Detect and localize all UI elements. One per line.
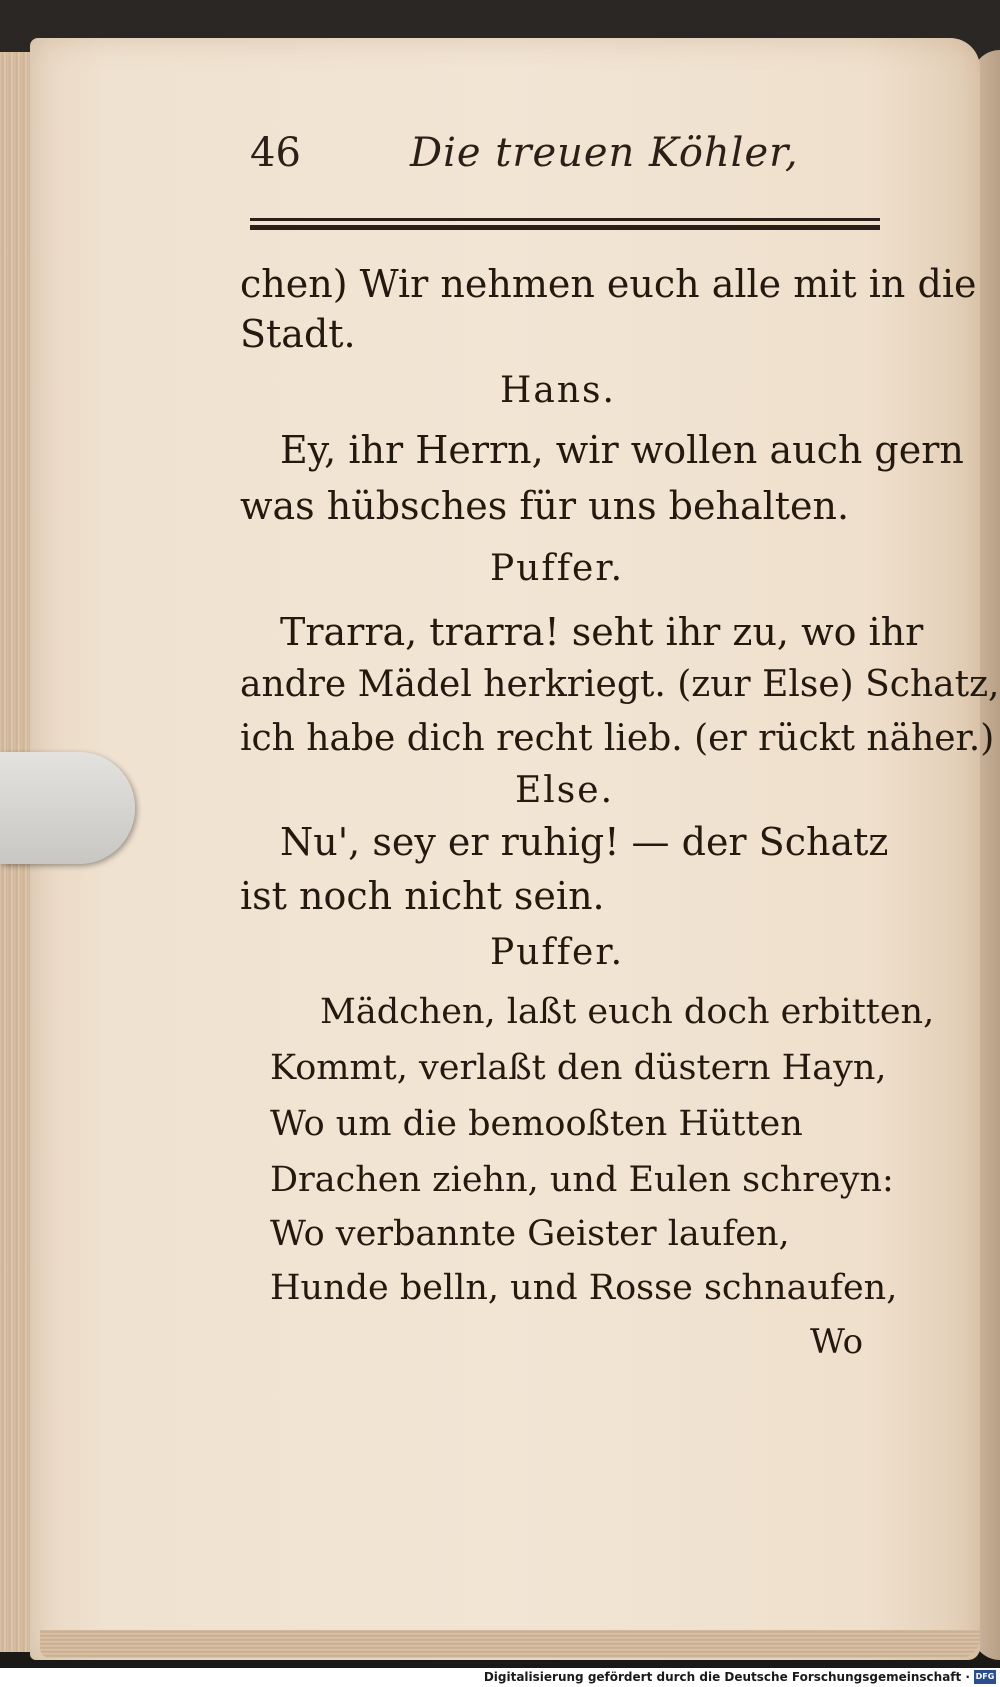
text-line: Trarra, trarra! seht ihr zu, wo ihr <box>280 610 924 654</box>
page-number: 46 <box>250 130 301 176</box>
header-rule <box>250 218 880 230</box>
verse-line: Wo verbannte Geister laufen, <box>270 1214 790 1254</box>
running-title: Die treuen Köhler, <box>410 130 799 176</box>
speaker-name: Hans. <box>500 370 616 411</box>
text-line: was hübsches für uns behalten. <box>240 484 850 528</box>
verse-line: Kommt, verlaßt den düstern Hayn, <box>270 1048 887 1088</box>
text-line: andre Mädel herkriegt. (zur Else) Schatz, <box>240 664 1000 705</box>
text-line: chen) Wir nehmen euch alle mit in die <box>240 262 977 306</box>
text-line: Stadt. <box>240 312 356 356</box>
text-line: ich habe dich recht lieb. (er rückt näher.) <box>240 718 995 759</box>
text-line: ist noch nicht sein. <box>240 874 605 918</box>
verse-line: Wo um die bemooßten Hütten <box>270 1104 803 1144</box>
page-edges-bottom <box>40 1630 980 1658</box>
speaker-name: Else. <box>515 770 615 811</box>
page-marker-tab <box>0 752 135 864</box>
text-line: Nu', sey er ruhig! — der Schatz <box>280 820 889 864</box>
page-header <box>250 130 880 190</box>
text-line: Ey, ihr Herrn, wir wollen auch gern <box>280 428 964 472</box>
footer-credit: Digitalisierung gefördert durch die Deutsche Forschungsgemeinschaft · <box>483 1670 970 1684</box>
verse-line: Hunde belln, und Rosse schnaufen, <box>270 1268 898 1308</box>
speaker-name: Puffer. <box>490 932 625 973</box>
catchword: Wo <box>810 1322 864 1362</box>
speaker-name: Puffer. <box>490 548 625 589</box>
verse-line: Mädchen, laßt euch doch erbitten, <box>320 992 935 1032</box>
verse-line: Drachen ziehn, und Eulen schreyn: <box>270 1160 894 1200</box>
dfg-logo: DFG <box>974 1670 996 1684</box>
